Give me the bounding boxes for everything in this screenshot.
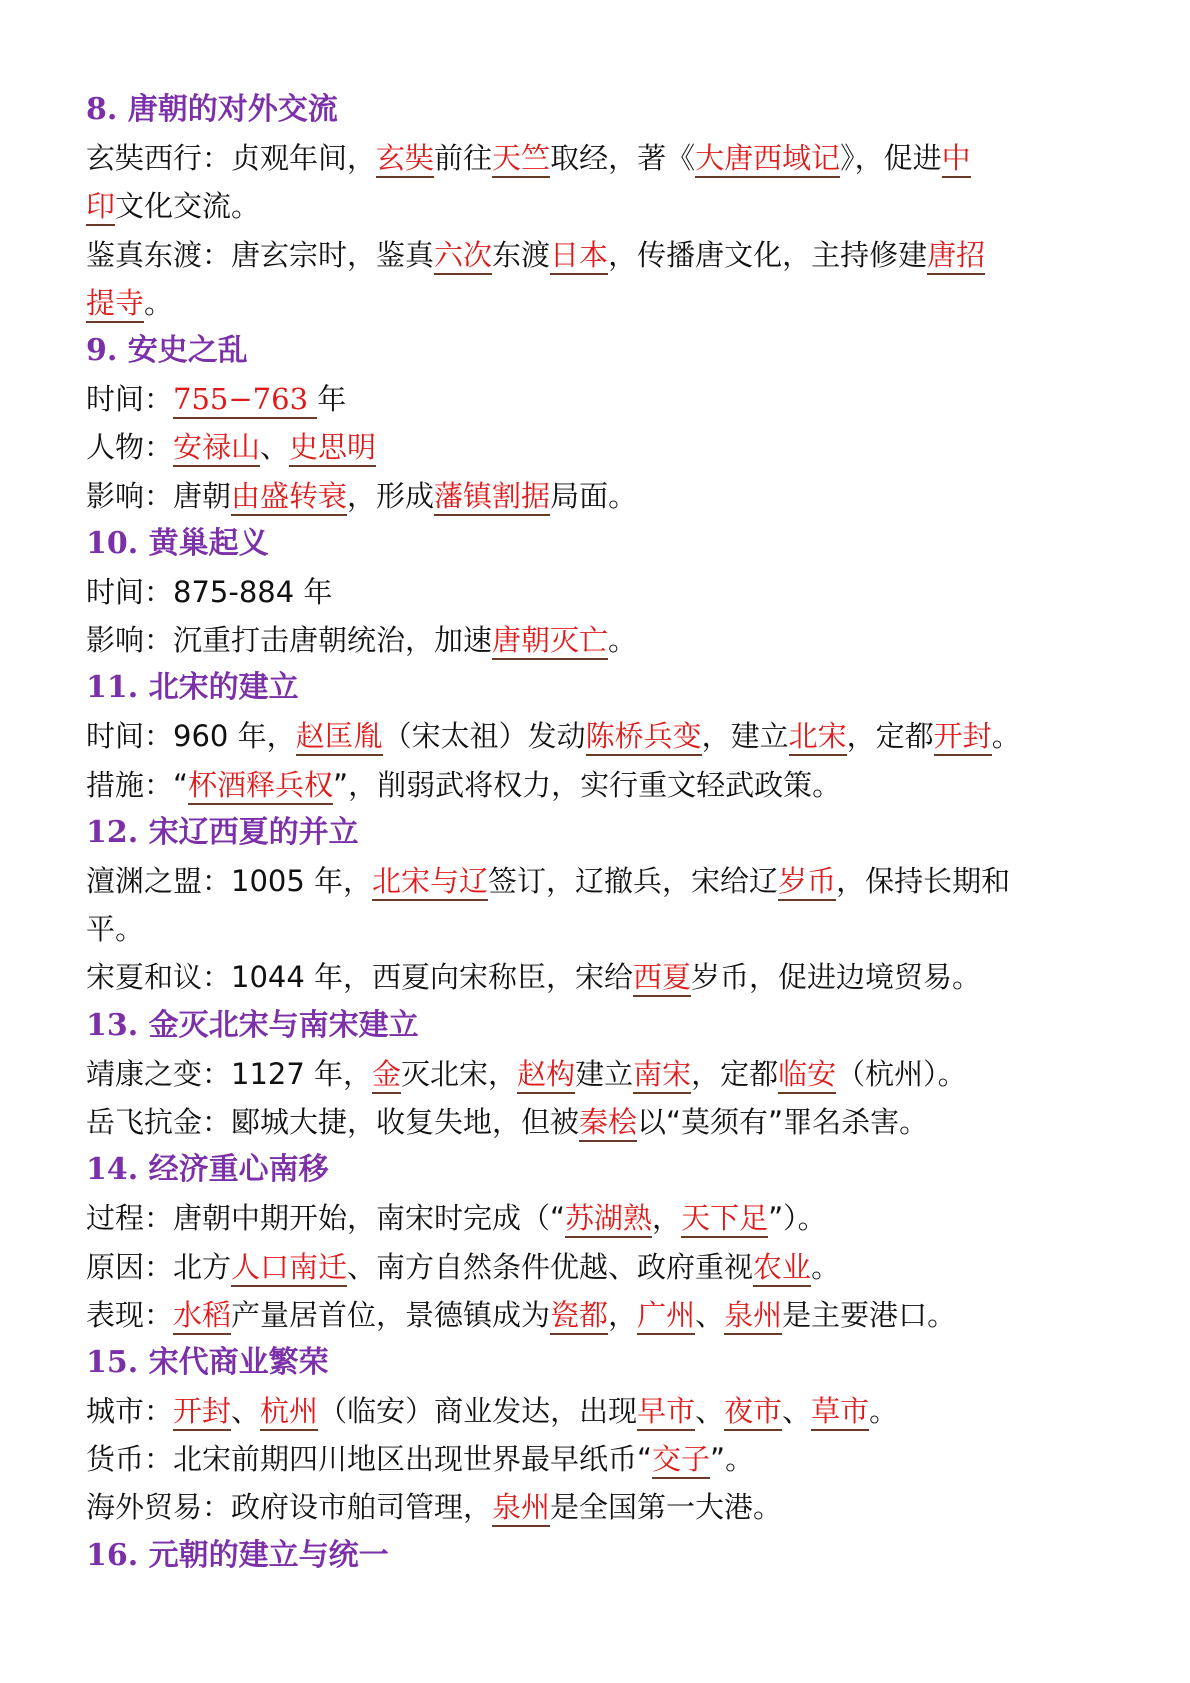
text-line xyxy=(86,231,1126,279)
keyword-underlined: 唐朝灭亡 xyxy=(492,623,608,660)
text-segment: 。 xyxy=(991,719,1021,754)
keyword-underlined: 早市 xyxy=(637,1394,695,1431)
text-segment: ，定都 xyxy=(846,719,934,754)
text-segment: 靖康之变：1127 年， xyxy=(86,1056,373,1091)
text-line xyxy=(86,472,1126,520)
keyword-underlined: 藩镇割据 xyxy=(434,479,550,516)
keyword-underlined: 杭州 xyxy=(260,1394,318,1431)
text-line xyxy=(86,616,1126,664)
text-segment: 15. 宋代商业繁荣 xyxy=(86,1344,329,1380)
text-segment: ，形成 xyxy=(347,478,435,513)
text-segment: （临安）商业发达，出现 xyxy=(318,1394,638,1429)
keyword-underlined: 南宋 xyxy=(633,1057,691,1094)
text-line xyxy=(86,279,1126,327)
keyword-underlined: 广州 xyxy=(637,1298,695,1335)
keyword-underlined: 玄奘 xyxy=(376,141,434,178)
text-line xyxy=(86,761,1126,809)
keyword-underlined: 赵构 xyxy=(517,1057,575,1094)
keyword-underlined: 农业 xyxy=(753,1250,811,1287)
text-segment: 文化交流。 xyxy=(115,189,261,224)
text-line xyxy=(86,423,1126,471)
keyword-underlined: 苏湖熟 xyxy=(565,1201,652,1238)
keyword-underlined: 临安 xyxy=(778,1057,836,1094)
section-heading xyxy=(86,1339,1126,1387)
text-segment: 、 xyxy=(231,1394,261,1429)
keyword-underlined: 人口南迁 xyxy=(231,1250,347,1287)
keyword-underlined: 六次 xyxy=(434,238,492,275)
text-segment: 是主要港口。 xyxy=(782,1297,957,1332)
text-line xyxy=(86,857,1126,905)
section-heading xyxy=(86,664,1126,712)
text-segment: ，定都 xyxy=(691,1056,779,1091)
text-segment: 影响：沉重打击唐朝统治，加速 xyxy=(86,623,493,658)
keyword-underlined: 由盛转衰 xyxy=(231,479,347,516)
text-line xyxy=(86,1435,1126,1483)
keyword-underlined: 提寺 xyxy=(86,286,144,323)
keyword-underlined: 唐招 xyxy=(927,238,985,275)
keyword-underlined: 杯酒释兵权 xyxy=(188,768,333,805)
keyword-underlined: 交子 xyxy=(652,1442,710,1479)
keyword-underlined: 安禄山 xyxy=(173,430,260,467)
keyword-underlined: 秦桧 xyxy=(579,1105,637,1142)
text-segment: 人物： xyxy=(86,430,174,465)
text-segment: 、 xyxy=(695,1297,725,1332)
text-line xyxy=(86,1243,1126,1291)
text-line xyxy=(86,953,1126,1001)
text-line xyxy=(86,1050,1126,1098)
text-segment: 表现： xyxy=(86,1297,174,1332)
keyword-underlined: 天下足 xyxy=(681,1201,768,1238)
text-segment: 、 xyxy=(782,1394,812,1429)
text-line xyxy=(86,1387,1126,1435)
text-segment: （宋太祖）发动 xyxy=(382,719,586,754)
keyword-underlined: 天竺 xyxy=(492,141,550,178)
text-segment: 、 xyxy=(260,430,290,465)
text-segment: （杭州）。 xyxy=(836,1056,967,1091)
keyword-underlined: 西夏 xyxy=(633,960,691,997)
keyword-underlined: 日本 xyxy=(550,238,608,275)
keyword-underlined: 北宋与辽 xyxy=(372,864,488,901)
section-heading xyxy=(86,327,1126,375)
text-segment: 8. 唐朝的对外交流 xyxy=(86,92,338,127)
text-segment: ，建立 xyxy=(701,719,789,754)
text-segment: 年 xyxy=(317,382,347,417)
section-heading xyxy=(86,1002,1126,1050)
text-line xyxy=(86,134,1126,182)
text-segment: 玄奘西行：贞观年间， xyxy=(86,141,377,176)
section-heading xyxy=(86,1146,1126,1194)
text-segment: 东渡 xyxy=(492,237,551,272)
text-segment: 11. 北宋的建立 xyxy=(86,670,299,706)
section-heading xyxy=(86,86,1126,134)
text-segment: 澶渊之盟：1005 年， xyxy=(86,864,373,898)
keyword-underlined: 陈桥兵变 xyxy=(586,719,702,756)
keyword-underlined: 瓷都 xyxy=(550,1298,608,1335)
text-segment: 。 xyxy=(144,285,174,320)
text-segment: 宋夏和议：1044 年，西夏向宋称臣，宋给 xyxy=(86,960,634,995)
keyword-underlined: 北宋 xyxy=(789,719,847,756)
keyword-underlined: 大唐西域记 xyxy=(695,141,840,178)
text-segment: 灭北宋， xyxy=(401,1056,518,1091)
keyword-underlined: 中 xyxy=(942,141,971,178)
text-segment: 影响：唐朝 xyxy=(86,478,232,513)
text-segment: 、南方自然条件优越、政府重视 xyxy=(347,1249,754,1284)
keyword-underlined: 赵匡胤 xyxy=(296,719,383,756)
text-segment: 原因：北方 xyxy=(86,1249,232,1284)
text-segment: 是全国第一大港。 xyxy=(550,1490,783,1525)
keyword-underlined: 开封 xyxy=(934,719,992,756)
text-segment: ”，削弱武将权力，实行重文轻武政策。 xyxy=(333,767,842,802)
text-line xyxy=(86,1194,1126,1242)
text-segment: ， xyxy=(608,1297,638,1332)
text-segment: ，保持长期和 xyxy=(836,864,1011,898)
text-segment: 》，促进 xyxy=(840,141,942,176)
text-segment: ， xyxy=(652,1201,682,1236)
document-body xyxy=(86,86,1126,1580)
keyword-underlined: 泉州 xyxy=(724,1298,782,1335)
text-line xyxy=(86,905,1126,953)
text-segment: 时间：875-884 年 xyxy=(86,574,333,609)
text-segment: 9. 安史之乱 xyxy=(86,332,248,368)
text-segment: 取经，著《 xyxy=(550,141,696,176)
text-line xyxy=(86,375,1126,423)
keyword-underlined: 泉州 xyxy=(492,1490,550,1527)
text-segment: 岁币，促进边境贸易。 xyxy=(691,960,982,995)
keyword-underlined: 金 xyxy=(372,1057,401,1094)
keyword-underlined: 草市 xyxy=(811,1394,869,1431)
text-segment: 建立 xyxy=(575,1056,634,1091)
text-segment: 13. 金灭北宋与南宋建立 xyxy=(86,1007,419,1043)
section-heading xyxy=(86,809,1126,857)
text-line xyxy=(86,1291,1126,1339)
keyword-underlined: 开封 xyxy=(173,1394,231,1431)
section-heading xyxy=(86,1532,1126,1580)
text-segment: 过程：唐朝中期开始，南宋时完成（“ xyxy=(86,1201,566,1236)
text-segment: 。 xyxy=(869,1394,899,1429)
text-segment: ”）。 xyxy=(768,1201,827,1236)
text-segment: ，传播唐文化，主持修建 xyxy=(608,237,928,272)
text-segment: ”。 xyxy=(710,1442,755,1477)
text-line xyxy=(86,1098,1126,1146)
text-line xyxy=(86,568,1126,616)
text-segment: 岳飞抗金：郾城大捷，收复失地，但被 xyxy=(86,1104,580,1139)
text-segment: 前往 xyxy=(434,141,493,176)
text-segment: 海外贸易：政府设市舶司管理， xyxy=(86,1490,493,1525)
text-segment: 14. 经济重心南移 xyxy=(86,1152,329,1188)
text-segment: 城市： xyxy=(86,1394,174,1429)
section-heading xyxy=(86,520,1126,568)
text-segment: 时间：960 年， xyxy=(86,719,296,754)
text-segment: 。 xyxy=(811,1249,841,1284)
keyword-underlined: 史思明 xyxy=(289,430,376,467)
text-segment: 。 xyxy=(608,623,638,658)
text-segment: 10. 黄巢起义 xyxy=(86,525,269,561)
keyword-underlined: 印 xyxy=(86,189,115,226)
keyword-underlined: 岁币 xyxy=(778,864,836,901)
text-segment: 时间： xyxy=(86,382,174,417)
keyword-underlined: 水稻 xyxy=(173,1298,231,1335)
text-line xyxy=(86,712,1126,760)
keyword-underlined: 755−763 xyxy=(173,382,317,419)
text-line xyxy=(86,1483,1126,1531)
text-line xyxy=(86,182,1126,230)
text-segment: 措施：“ xyxy=(86,767,189,802)
text-segment: 产量居首位，景德镇成为 xyxy=(231,1297,551,1332)
text-segment: 货币：北宋前期四川地区出现世界最早纸币“ xyxy=(86,1442,653,1477)
text-segment: 局面。 xyxy=(550,478,638,513)
text-segment: 以“莫须有”罪名杀害。 xyxy=(637,1104,929,1139)
text-segment: 鉴真东渡：唐玄宗时，鉴真 xyxy=(86,237,435,272)
text-segment: 平。 xyxy=(86,912,145,947)
text-segment: 、 xyxy=(695,1394,725,1429)
text-segment: 签订，辽撤兵，宋给辽 xyxy=(488,864,779,898)
text-segment: 16. 元朝的建立与统一 xyxy=(86,1537,389,1573)
text-segment: 12. 宋辽西夏的并立 xyxy=(86,814,359,850)
keyword-underlined: 夜市 xyxy=(724,1394,782,1431)
